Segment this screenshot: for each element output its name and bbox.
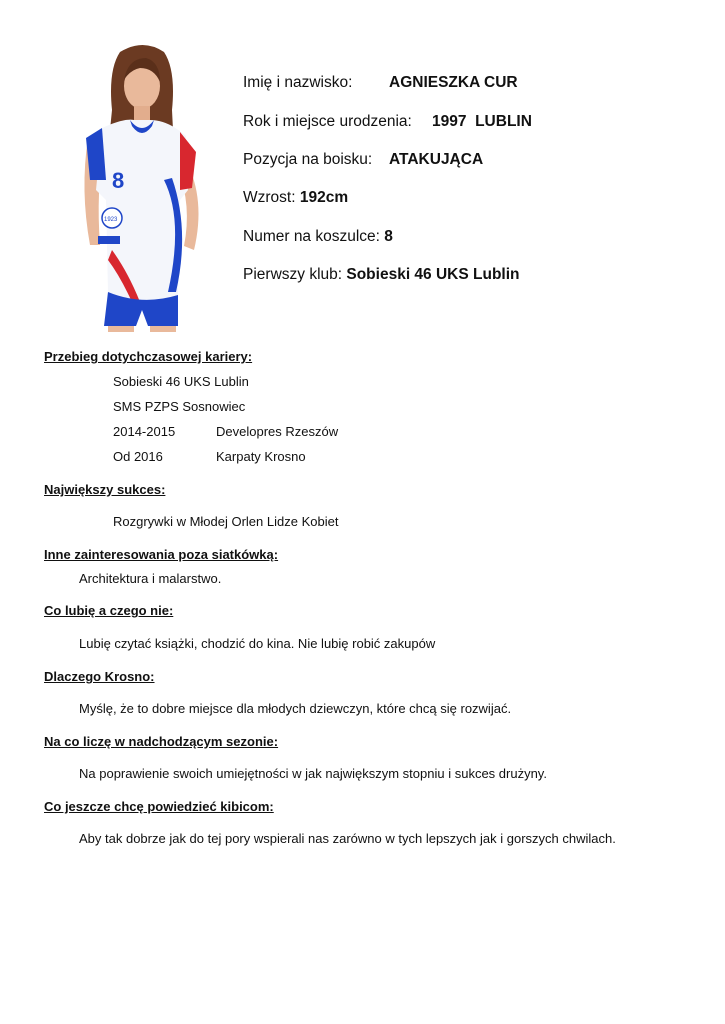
height-label: Wzrost: bbox=[243, 189, 296, 206]
name-value: AGNIESZKA CUR bbox=[389, 74, 518, 91]
first-club-label: Pierwszy klub: bbox=[243, 266, 343, 283]
success-text: Rozgrywki w Młodej Orlen Lidze Kobiet bbox=[113, 514, 339, 529]
fans-heading: Co jeszcze chcę powiedzieć kibicom: bbox=[44, 799, 274, 814]
season-text: Na poprawienie swoich umiejętności w jak największym stopniu i sukces drużyny. bbox=[79, 766, 547, 781]
info-first-club bbox=[243, 266, 520, 284]
position-value: ATAKUJĄCA bbox=[389, 151, 484, 168]
birth-label: Rok i miejsce urodzenia: bbox=[243, 113, 412, 130]
height-value: 192cm bbox=[299, 189, 349, 206]
interests-heading: Inne zainteresowania poza siatkówką: bbox=[44, 547, 279, 562]
likes-text: Lubię czytać książki, chodzić do kina. Nie lubię robić zakupów bbox=[79, 636, 436, 651]
number-value: 8 bbox=[384, 228, 393, 245]
info-position bbox=[243, 151, 484, 169]
season-heading: Na co liczę w nadchodzącym sezonie: bbox=[44, 734, 279, 749]
jersey-badge: 1923 bbox=[104, 217, 118, 223]
birth-value: 1997 LUBLIN bbox=[432, 113, 532, 130]
player-photo bbox=[68, 40, 218, 332]
position-label: Pozycja na boisku: bbox=[243, 151, 373, 168]
career-entry-4-years: Od 2016 bbox=[113, 449, 163, 464]
info-name bbox=[243, 74, 518, 92]
info-number bbox=[243, 228, 393, 246]
why-krosno-text: Myślę, że to dobre miejsce dla młodych dziewczyn, które chcą się rozwijać. bbox=[79, 701, 512, 716]
likes-heading: Co lubię a czego nie: bbox=[44, 603, 174, 618]
career-entry-3-years: 2014-2015 bbox=[113, 424, 176, 439]
interests-text: Architektura i malarstwo. bbox=[79, 571, 222, 586]
career-entry-4-club: Karpaty Krosno bbox=[216, 449, 306, 464]
number-label: Numer na koszulce: bbox=[243, 228, 380, 245]
jersey-number: 8 bbox=[112, 168, 125, 193]
first-club-value: Sobieski 46 UKS Lublin bbox=[346, 266, 520, 283]
info-height bbox=[243, 189, 348, 207]
career-entry-1: Sobieski 46 UKS Lublin bbox=[113, 374, 249, 389]
info-birth bbox=[243, 113, 532, 131]
fans-text: Aby tak dobrze jak do tej pory wspierali nas zarówno w tych lepszych jak i gorszych chwilach. bbox=[79, 831, 616, 846]
career-entry-2: SMS PZPS Sosnowiec bbox=[113, 399, 246, 414]
career-entry-3-club: Developres Rzeszów bbox=[216, 424, 339, 439]
why-krosno-heading: Dlaczego Krosno: bbox=[44, 669, 155, 684]
name-label: Imię i nazwisko: bbox=[243, 74, 353, 91]
career-heading: Przebieg dotychczasowej kariery: bbox=[44, 349, 253, 364]
success-heading: Największy sukces: bbox=[44, 482, 166, 497]
